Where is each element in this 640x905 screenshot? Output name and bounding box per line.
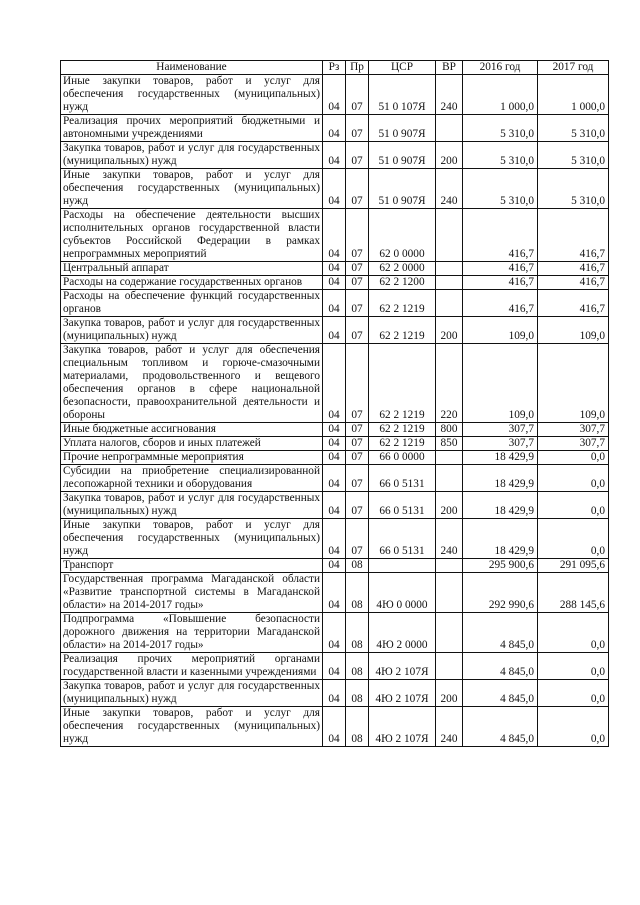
row-csr: 62 2 0000 <box>369 262 436 276</box>
row-csr: 66 0 5131 <box>369 492 436 519</box>
row-vr: 240 <box>436 707 463 747</box>
row-2017: 416,7 <box>538 209 609 262</box>
row-name: Закупка товаров, работ и услуг для обеспечения специальным топливом и горюче-смазочными материалами, продовольственного и вещевого обеспечения органов в сфере национальной безопасности, правоохранительной деятельности и обороны <box>61 344 323 423</box>
row-vr <box>436 559 463 573</box>
row-2016: 416,7 <box>463 209 538 262</box>
row-csr: 51 0 907Я <box>369 169 436 209</box>
table-row <box>61 317 609 344</box>
row-vr <box>436 573 463 613</box>
row-pr: 07 <box>346 169 369 209</box>
row-csr: 62 2 1219 <box>369 437 436 451</box>
row-csr: 62 2 1219 <box>369 344 436 423</box>
row-vr: 240 <box>436 519 463 559</box>
row-2017: 0,0 <box>538 465 609 492</box>
row-vr <box>436 465 463 492</box>
row-csr: 66 0 5131 <box>369 519 436 559</box>
row-pr: 07 <box>346 290 369 317</box>
row-2016: 416,7 <box>463 262 538 276</box>
row-2017: 0,0 <box>538 680 609 707</box>
row-pr: 07 <box>346 423 369 437</box>
row-pr: 08 <box>346 653 369 680</box>
row-name: Подпрограмма «Повышение безопасности дорожного движения на территории Магаданской области» на 2014-2017 годы» <box>61 613 323 653</box>
row-pr: 08 <box>346 613 369 653</box>
row-pr: 07 <box>346 115 369 142</box>
budget-table <box>60 60 609 747</box>
row-rz: 04 <box>323 451 346 465</box>
row-pr: 07 <box>346 519 369 559</box>
row-name: Реализация прочих мероприятий бюджетными и автономными учреждениями <box>61 115 323 142</box>
row-vr: 200 <box>436 317 463 344</box>
row-pr: 07 <box>346 451 369 465</box>
row-csr: 4Ю 0 0000 <box>369 573 436 613</box>
row-2017: 307,7 <box>538 437 609 451</box>
row-name: Иные закупки товаров, работ и услуг для обеспечения государственных (муниципальных) нужд <box>61 519 323 559</box>
row-2017: 5 310,0 <box>538 142 609 169</box>
row-csr <box>369 559 436 573</box>
table-row <box>61 465 609 492</box>
row-2017: 0,0 <box>538 519 609 559</box>
row-csr: 4Ю 2 107Я <box>369 707 436 747</box>
row-csr: 51 0 907Я <box>369 142 436 169</box>
table-row <box>61 680 609 707</box>
row-2017: 5 310,0 <box>538 169 609 209</box>
row-name: Иные бюджетные ассигнования <box>61 423 323 437</box>
row-vr <box>436 451 463 465</box>
row-2017: 109,0 <box>538 344 609 423</box>
row-2017: 109,0 <box>538 317 609 344</box>
row-2016: 18 429,9 <box>463 492 538 519</box>
row-rz: 04 <box>323 573 346 613</box>
row-pr: 07 <box>346 317 369 344</box>
row-2016: 18 429,9 <box>463 465 538 492</box>
row-pr: 07 <box>346 492 369 519</box>
row-vr: 240 <box>436 75 463 115</box>
row-2016: 416,7 <box>463 276 538 290</box>
row-2016: 4 845,0 <box>463 680 538 707</box>
table-row <box>61 559 609 573</box>
header-2017: 2017 год <box>538 61 609 75</box>
row-2016: 109,0 <box>463 317 538 344</box>
row-2017: 288 145,6 <box>538 573 609 613</box>
row-2016: 5 310,0 <box>463 169 538 209</box>
row-csr: 62 2 1219 <box>369 423 436 437</box>
row-2017: 0,0 <box>538 451 609 465</box>
header-name: Наименование <box>61 61 323 75</box>
row-name: Расходы на обеспечение функций государственных органов <box>61 290 323 317</box>
row-csr: 62 0 0000 <box>369 209 436 262</box>
row-name: Закупка товаров, работ и услуг для государственных (муниципальных) нужд <box>61 142 323 169</box>
row-vr: 800 <box>436 423 463 437</box>
table-row <box>61 613 609 653</box>
row-2017: 0,0 <box>538 653 609 680</box>
row-csr: 51 0 107Я <box>369 75 436 115</box>
row-2016: 18 429,9 <box>463 519 538 559</box>
row-vr <box>436 613 463 653</box>
header-csr: ЦСР <box>369 61 436 75</box>
row-rz: 04 <box>323 437 346 451</box>
row-pr: 07 <box>346 276 369 290</box>
row-csr: 4Ю 2 107Я <box>369 680 436 707</box>
row-vr: 200 <box>436 142 463 169</box>
row-rz: 04 <box>323 613 346 653</box>
row-pr: 08 <box>346 680 369 707</box>
row-2016: 1 000,0 <box>463 75 538 115</box>
table-row <box>61 276 609 290</box>
table-row <box>61 519 609 559</box>
row-2017: 291 095,6 <box>538 559 609 573</box>
row-name: Расходы на обеспечение деятельности высших исполнительных органов государственной власти субъектов Российской Федерации в рамках непрограммных мероприятий <box>61 209 323 262</box>
row-2017: 5 310,0 <box>538 115 609 142</box>
table-row <box>61 75 609 115</box>
table-row <box>61 492 609 519</box>
row-rz: 04 <box>323 423 346 437</box>
row-2017: 416,7 <box>538 290 609 317</box>
table-row <box>61 115 609 142</box>
table-row <box>61 169 609 209</box>
budget-page <box>60 60 608 747</box>
row-pr: 07 <box>346 75 369 115</box>
row-name: Закупка товаров, работ и услуг для государственных (муниципальных) нужд <box>61 492 323 519</box>
table-row <box>61 437 609 451</box>
row-pr: 08 <box>346 573 369 613</box>
header-2016: 2016 год <box>463 61 538 75</box>
row-name: Иные закупки товаров, работ и услуг для обеспечения государственных (муниципальных) нужд <box>61 707 323 747</box>
table-row <box>61 653 609 680</box>
row-name: Реализация прочих мероприятий органами государственной власти и казенными учреждениями <box>61 653 323 680</box>
row-name: Иные закупки товаров, работ и услуг для обеспечения государственных (муниципальных) нужд <box>61 169 323 209</box>
row-vr <box>436 653 463 680</box>
row-pr: 07 <box>346 344 369 423</box>
row-name: Уплата налогов, сборов и иных платежей <box>61 437 323 451</box>
row-csr: 66 0 0000 <box>369 451 436 465</box>
row-rz: 04 <box>323 653 346 680</box>
row-vr <box>436 290 463 317</box>
header-vr: ВР <box>436 61 463 75</box>
row-vr <box>436 209 463 262</box>
table-row <box>61 451 609 465</box>
row-vr <box>436 115 463 142</box>
row-rz: 04 <box>323 492 346 519</box>
row-2017: 307,7 <box>538 423 609 437</box>
table-row <box>61 290 609 317</box>
table-row <box>61 423 609 437</box>
row-2017: 0,0 <box>538 707 609 747</box>
row-vr: 220 <box>436 344 463 423</box>
row-vr: 240 <box>436 169 463 209</box>
row-name: Субсидии на приобретение специализированной лесопожарной техники и оборудования <box>61 465 323 492</box>
row-pr: 07 <box>346 209 369 262</box>
row-csr: 66 0 5131 <box>369 465 436 492</box>
row-vr: 200 <box>436 680 463 707</box>
row-pr: 07 <box>346 437 369 451</box>
row-vr <box>436 262 463 276</box>
table-row <box>61 344 609 423</box>
row-2016: 5 310,0 <box>463 115 538 142</box>
row-pr: 08 <box>346 707 369 747</box>
row-pr: 08 <box>346 559 369 573</box>
table-row <box>61 573 609 613</box>
row-name: Закупка товаров, работ и услуг для государственных (муниципальных) нужд <box>61 680 323 707</box>
row-name: Государственная программа Магаданской области «Развитие транспортной системы в Магаданской области» на 2014-2017 годы» <box>61 573 323 613</box>
row-vr: 200 <box>436 492 463 519</box>
row-2016: 109,0 <box>463 344 538 423</box>
row-rz: 04 <box>323 209 346 262</box>
row-vr <box>436 276 463 290</box>
row-name: Закупка товаров, работ и услуг для государственных (муниципальных) нужд <box>61 317 323 344</box>
row-rz: 04 <box>323 290 346 317</box>
row-2016: 416,7 <box>463 290 538 317</box>
row-csr: 62 2 1219 <box>369 317 436 344</box>
row-pr: 07 <box>346 262 369 276</box>
row-2016: 307,7 <box>463 437 538 451</box>
row-2016: 5 310,0 <box>463 142 538 169</box>
row-name: Прочие непрограммные мероприятия <box>61 451 323 465</box>
row-csr: 51 0 907Я <box>369 115 436 142</box>
row-vr: 850 <box>436 437 463 451</box>
table-row <box>61 707 609 747</box>
row-2017: 1 000,0 <box>538 75 609 115</box>
row-2016: 18 429,9 <box>463 451 538 465</box>
row-rz: 04 <box>323 519 346 559</box>
row-rz: 04 <box>323 75 346 115</box>
row-rz: 04 <box>323 169 346 209</box>
row-rz: 04 <box>323 559 346 573</box>
table-row <box>61 142 609 169</box>
row-2016: 4 845,0 <box>463 653 538 680</box>
row-2016: 307,7 <box>463 423 538 437</box>
row-rz: 04 <box>323 276 346 290</box>
row-rz: 04 <box>323 707 346 747</box>
row-csr: 62 2 1219 <box>369 290 436 317</box>
row-rz: 04 <box>323 344 346 423</box>
header-rz: Рз <box>323 61 346 75</box>
table-row <box>61 262 609 276</box>
row-pr: 07 <box>346 465 369 492</box>
row-rz: 04 <box>323 465 346 492</box>
row-name: Центральный аппарат <box>61 262 323 276</box>
header-pr: Пр <box>346 61 369 75</box>
row-name: Иные закупки товаров, работ и услуг для обеспечения государственных (муниципальных) нужд <box>61 75 323 115</box>
row-2017: 0,0 <box>538 492 609 519</box>
table-row <box>61 209 609 262</box>
row-2016: 4 845,0 <box>463 613 538 653</box>
row-name: Транспорт <box>61 559 323 573</box>
row-2016: 292 990,6 <box>463 573 538 613</box>
row-2016: 295 900,6 <box>463 559 538 573</box>
row-2016: 4 845,0 <box>463 707 538 747</box>
row-csr: 4Ю 2 107Я <box>369 653 436 680</box>
row-rz: 04 <box>323 115 346 142</box>
row-name: Расходы на содержание государственных органов <box>61 276 323 290</box>
row-2017: 416,7 <box>538 276 609 290</box>
row-pr: 07 <box>346 142 369 169</box>
row-csr: 62 2 1200 <box>369 276 436 290</box>
row-rz: 04 <box>323 262 346 276</box>
row-2017: 416,7 <box>538 262 609 276</box>
row-2017: 0,0 <box>538 613 609 653</box>
row-csr: 4Ю 2 0000 <box>369 613 436 653</box>
row-rz: 04 <box>323 317 346 344</box>
row-rz: 04 <box>323 142 346 169</box>
row-rz: 04 <box>323 680 346 707</box>
table-header-row <box>61 61 609 75</box>
